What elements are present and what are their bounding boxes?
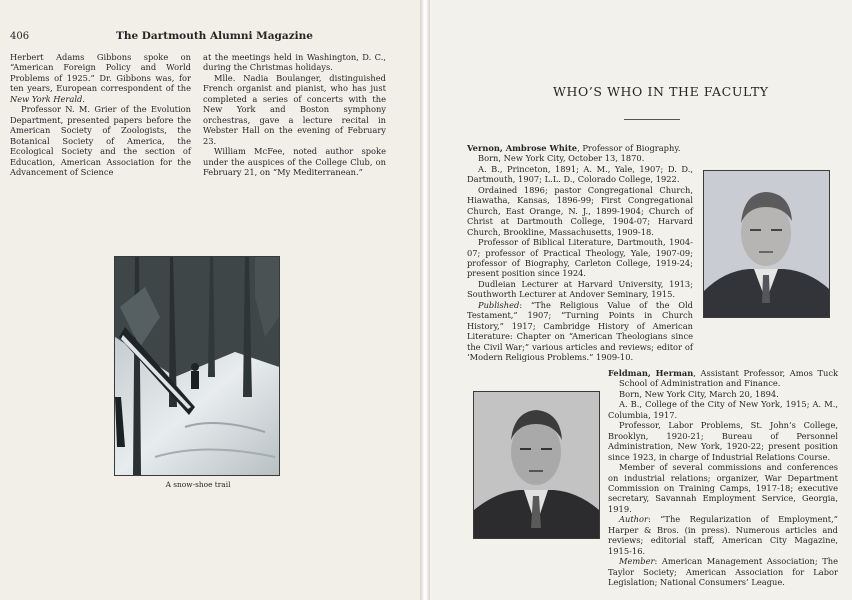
faculty-title: WHO’S WHO IN THE FACULTY	[553, 84, 769, 99]
white-name: Vernon, Ambrose White	[467, 143, 578, 153]
left-column-1	[10, 52, 191, 177]
left-column-2	[203, 52, 386, 177]
feldman-heading: Feldman, Herman, Assistant Professor, Amos Tuck School of Administration and Finance.	[608, 368, 838, 389]
feldman-member: Member: American Management Association; The Taylor Society; American Association for Labor Legislation; National Consumers’ League.	[608, 556, 838, 588]
white-ordained: Ordained 1896; pastor Congregational Church, Hiawatha, Kansas, 1896-99; First Congregational Church, East Orange, N. J., 1899-1904; Church of Christ at Dartmouth College, 1904-07; Harvard Church, Brookline, Massachusetts, 1909-18.	[467, 184, 693, 237]
white-entry	[467, 143, 693, 363]
gibbons-paragraph: Herbert Adams Gibbons spoke on “American Foreign Policy and World Problems of 1925.” Dr. Gibbons was, for ten years, European correspondent of the New York Herald.	[10, 52, 191, 104]
feldman-degrees: A. B., College of the City of New York, 1915; A. M., Columbia, 1917.	[608, 399, 838, 420]
title-rule	[624, 119, 680, 120]
mcfee-paragraph: William McFee, noted author spoke under the auspices of the College Club, on February 21, on “My Mediterranean.”	[203, 146, 386, 177]
feldman-professor: Professor, Labor Problems, St. John’s College, Brooklyn, 1920-21; Bureau of Personnel Administration, New York, 1920-22; present position since 1923, in charge of Industrial Relations Course.	[608, 420, 838, 462]
herald-italic: New York Herald	[10, 93, 83, 104]
feldman-entry	[608, 368, 838, 588]
feldman-author: Author: “The Regularization of Employment,” Harper & Bros. (in press). Numerous articles and reviews; editorial staff, American City Magazine, 1915-16.	[608, 514, 838, 556]
white-professor: Professor of Biblical Literature, Dartmouth, 1904-07; professor of Practical Theology, Yale, 1907-09; professor of Biography, Carleton College, 1919-24; present position since 1924.	[467, 237, 693, 279]
left-page	[0, 0, 420, 600]
feldman-member-several: Member of several commissions and conferences on industrial relations; organizer, War Department Commission on Training Camps, 1917-18; executive secretary, Savannah Employment Service, Georgia, 1919.	[608, 462, 838, 514]
photo-caption: A snow-shoe trail	[165, 480, 231, 489]
white-heading: Vernon, Ambrose White, Professor of Biography.	[467, 143, 681, 153]
feldman-name: Feldman, Herman	[608, 368, 694, 378]
page-number: 406	[10, 31, 30, 42]
running-head: The Dartmouth Alumni Magazine	[116, 30, 313, 42]
white-born: Born, New York City, October 13, 1870.	[478, 153, 645, 164]
feldman-portrait	[473, 391, 600, 539]
white-lecturer: Dudleian Lecturer at Harvard University, 1913; Southworth Lecturer at Andover Seminary, 1915.	[467, 278, 693, 300]
snowshoe-trail-photo	[114, 256, 280, 476]
boulanger-paragraph: Mlle. Nadia Boulanger, distinguished French organist and pianist, who has just completed a series of concerts with the New York and Boston symphony orchestras, gave a lecture recital in Webster Hall on the evening of February 23.	[203, 72, 386, 146]
feldman-born: Born, New York City, March 20, 1894.	[619, 388, 779, 399]
white-published: Published: “The Religious Value of the Old Testament,” 1907; “Turning Points in Church History,” 1917; Cambridge History of American Literature: Chapter on “American Theologians since the Civil War;” various articles and reviews; editor of ‘Modern Religious Problems.” 1909-10.	[467, 299, 693, 363]
washington-paragraph: at the meetings held in Washington, D. C., during the Christmas holidays.	[203, 52, 386, 73]
white-portrait	[703, 170, 830, 318]
grier-paragraph: Professor N. M. Grier of the Evolution Department, presented papers before the American Society of Zoologists, the Botanical Society of America, the Ecological Society and the section of Education, American Association for the Advancement of Science	[10, 104, 191, 177]
book-gutter	[420, 0, 430, 600]
white-degrees: A. B., Princeton, 1891; A. M., Yale, 1907; D. D., Dartmouth, 1907; L.L. D., Colorado College, 1922.	[467, 163, 693, 185]
